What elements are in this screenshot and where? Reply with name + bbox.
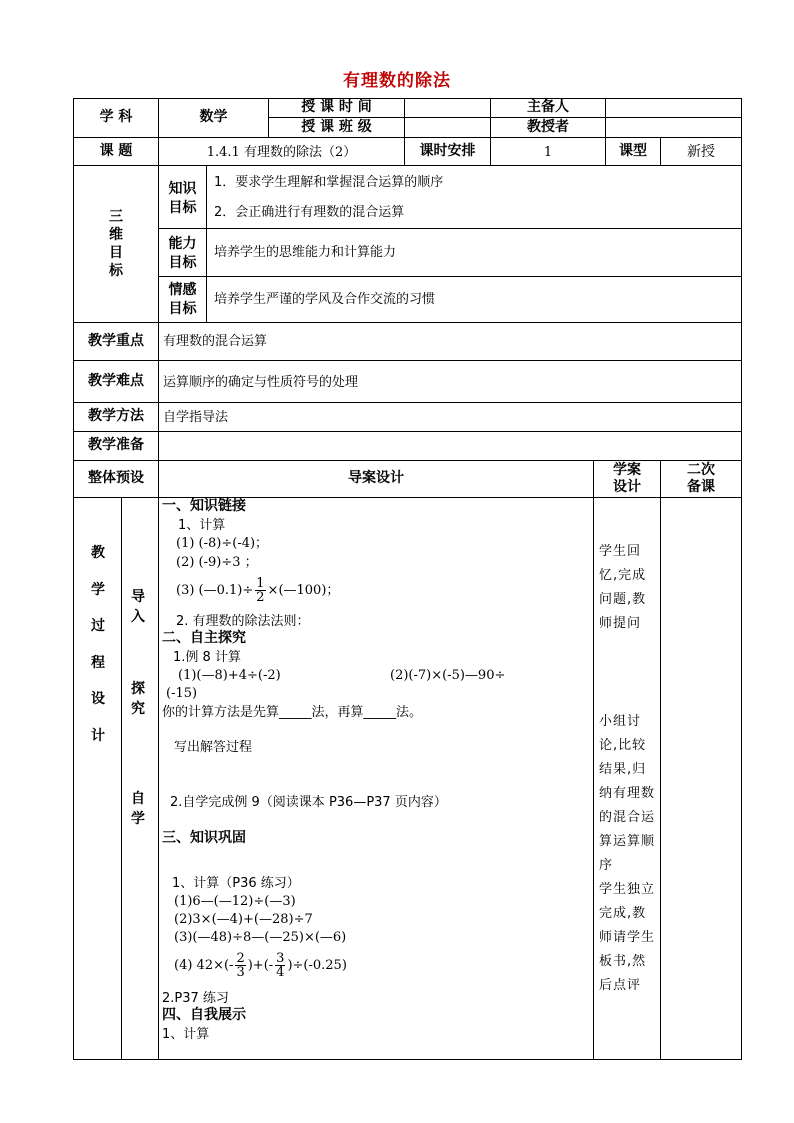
preparer-label: 主备人 bbox=[527, 99, 569, 115]
difficult-point-label: 教学难点 bbox=[88, 373, 144, 389]
knowledge-item-2: 2．会正确进行有理数的混合运算 bbox=[214, 205, 405, 220]
prep-label: 教学准备 bbox=[88, 437, 144, 453]
page-title: 有理数的除法 bbox=[343, 71, 451, 91]
topic-label: 课 题 bbox=[99, 143, 133, 159]
emotion-goal-text: 培养学生严谨的学风及合作交流的习惯 bbox=[214, 292, 436, 307]
topic-value: 1.4.1 有理数的除法（2） bbox=[206, 145, 357, 160]
calc-2: (2)3×(—4)+(—28)÷7 bbox=[174, 912, 313, 927]
hours-value: 1 bbox=[543, 145, 553, 160]
calc-3: (3)(—48)÷8—(—25)×(—6) bbox=[174, 930, 347, 945]
method-label: 教学方法 bbox=[88, 408, 144, 424]
sub-label-self-study: 自 学 bbox=[131, 791, 145, 827]
example-9: 2.自学完成例 9（阅读课本 P36—P37 页内容） bbox=[170, 795, 447, 810]
p37-exercise: 2.P37 练习 bbox=[162, 991, 229, 1006]
sub-label-intro: 导 入 bbox=[131, 589, 145, 625]
section-1-title: 一、知识链接 bbox=[162, 498, 246, 514]
fill-blank-text: 你的计算方法是先算_____法，再算_____法。 bbox=[162, 705, 423, 720]
expr-1: (1) (-8)÷(-4)； bbox=[176, 536, 269, 551]
section-2-title: 二、自主探究 bbox=[162, 630, 246, 646]
guide-design-label: 导案设计 bbox=[348, 470, 404, 486]
key-point-text: 有理数的混合运算 bbox=[163, 334, 268, 349]
knowledge-item-1: 1．要求学生理解和掌握混合运算的顺序 bbox=[214, 175, 444, 190]
process-label: 教 学 过 程 设 计 bbox=[91, 545, 105, 744]
s1-item: 1、计算 bbox=[178, 518, 226, 533]
knowledge-goal-label: 知识 目标 bbox=[168, 181, 197, 216]
type-value: 新授 bbox=[687, 144, 715, 160]
expr-3: (3) (—0.1)÷ $\frac{1}{2}$ ×(—100)； bbox=[176, 576, 340, 605]
study-note-3: 学生独立完成,教师请学生板书,然后点评 bbox=[599, 882, 656, 993]
method-text: 自学指导法 bbox=[163, 410, 229, 425]
goals-label: 三 维 目 标 bbox=[109, 209, 123, 279]
key-point-label: 教学重点 bbox=[88, 333, 144, 349]
section-4-title: 四、自我展示 bbox=[162, 1007, 246, 1023]
emotion-goal-label: 情感 目标 bbox=[168, 282, 197, 317]
example-8-a: (1)(—8)+4÷(-2) bbox=[178, 668, 281, 683]
difficult-point-text: 运算顺序的确定与性质符号的处理 bbox=[163, 375, 359, 390]
example-8-b: (2)(-7)×(-5)—90÷ bbox=[390, 668, 506, 683]
type-label: 课型 bbox=[619, 143, 647, 159]
teacher-label: 教授者 bbox=[527, 119, 569, 135]
write-solution: 写出解答过程 bbox=[174, 740, 253, 755]
division-rule: 2. 有理数的除法法则： bbox=[176, 614, 310, 629]
overall-label: 整体预设 bbox=[88, 470, 144, 486]
study-note-2: 小组讨论,比较结果,归纳有理数的混合运算运算顺序 bbox=[599, 714, 656, 873]
calc-title: 1、计算（P36 练习） bbox=[172, 876, 300, 891]
example-8: 1.例 8 计算 bbox=[173, 650, 241, 665]
ability-goal-text: 培养学生的思维能力和计算能力 bbox=[214, 245, 397, 260]
calc-1: (1)6—(—12)÷(—3) bbox=[174, 894, 296, 909]
example-8-b-cont: (-15) bbox=[166, 686, 198, 701]
section-3-title: 三、知识巩固 bbox=[162, 830, 246, 846]
ability-goal-label: 能力 目标 bbox=[168, 236, 197, 271]
subject-value: 数学 bbox=[199, 109, 228, 125]
subject-label: 学 科 bbox=[99, 109, 133, 125]
study-design-label: 学案 设计 bbox=[613, 462, 641, 495]
class-label: 授 课 班 级 bbox=[301, 119, 372, 135]
calc-4: (4) 42×(- $\frac{2}{3}$ )+(- $\frac{3}{4}$ )÷(-0.25) bbox=[174, 951, 347, 980]
second-prep-label: 二次 备课 bbox=[687, 462, 715, 495]
s4-item: 1、计算 bbox=[162, 1027, 210, 1042]
time-label: 授 课 时 间 bbox=[301, 99, 372, 115]
sub-label-explore: 探 究 bbox=[131, 681, 145, 717]
expr-2: (2) (-9)÷3 ； bbox=[176, 555, 258, 570]
study-note-1: 学生回忆,完成问题,教师提问 bbox=[599, 544, 647, 631]
hours-label: 课时安排 bbox=[419, 143, 476, 159]
